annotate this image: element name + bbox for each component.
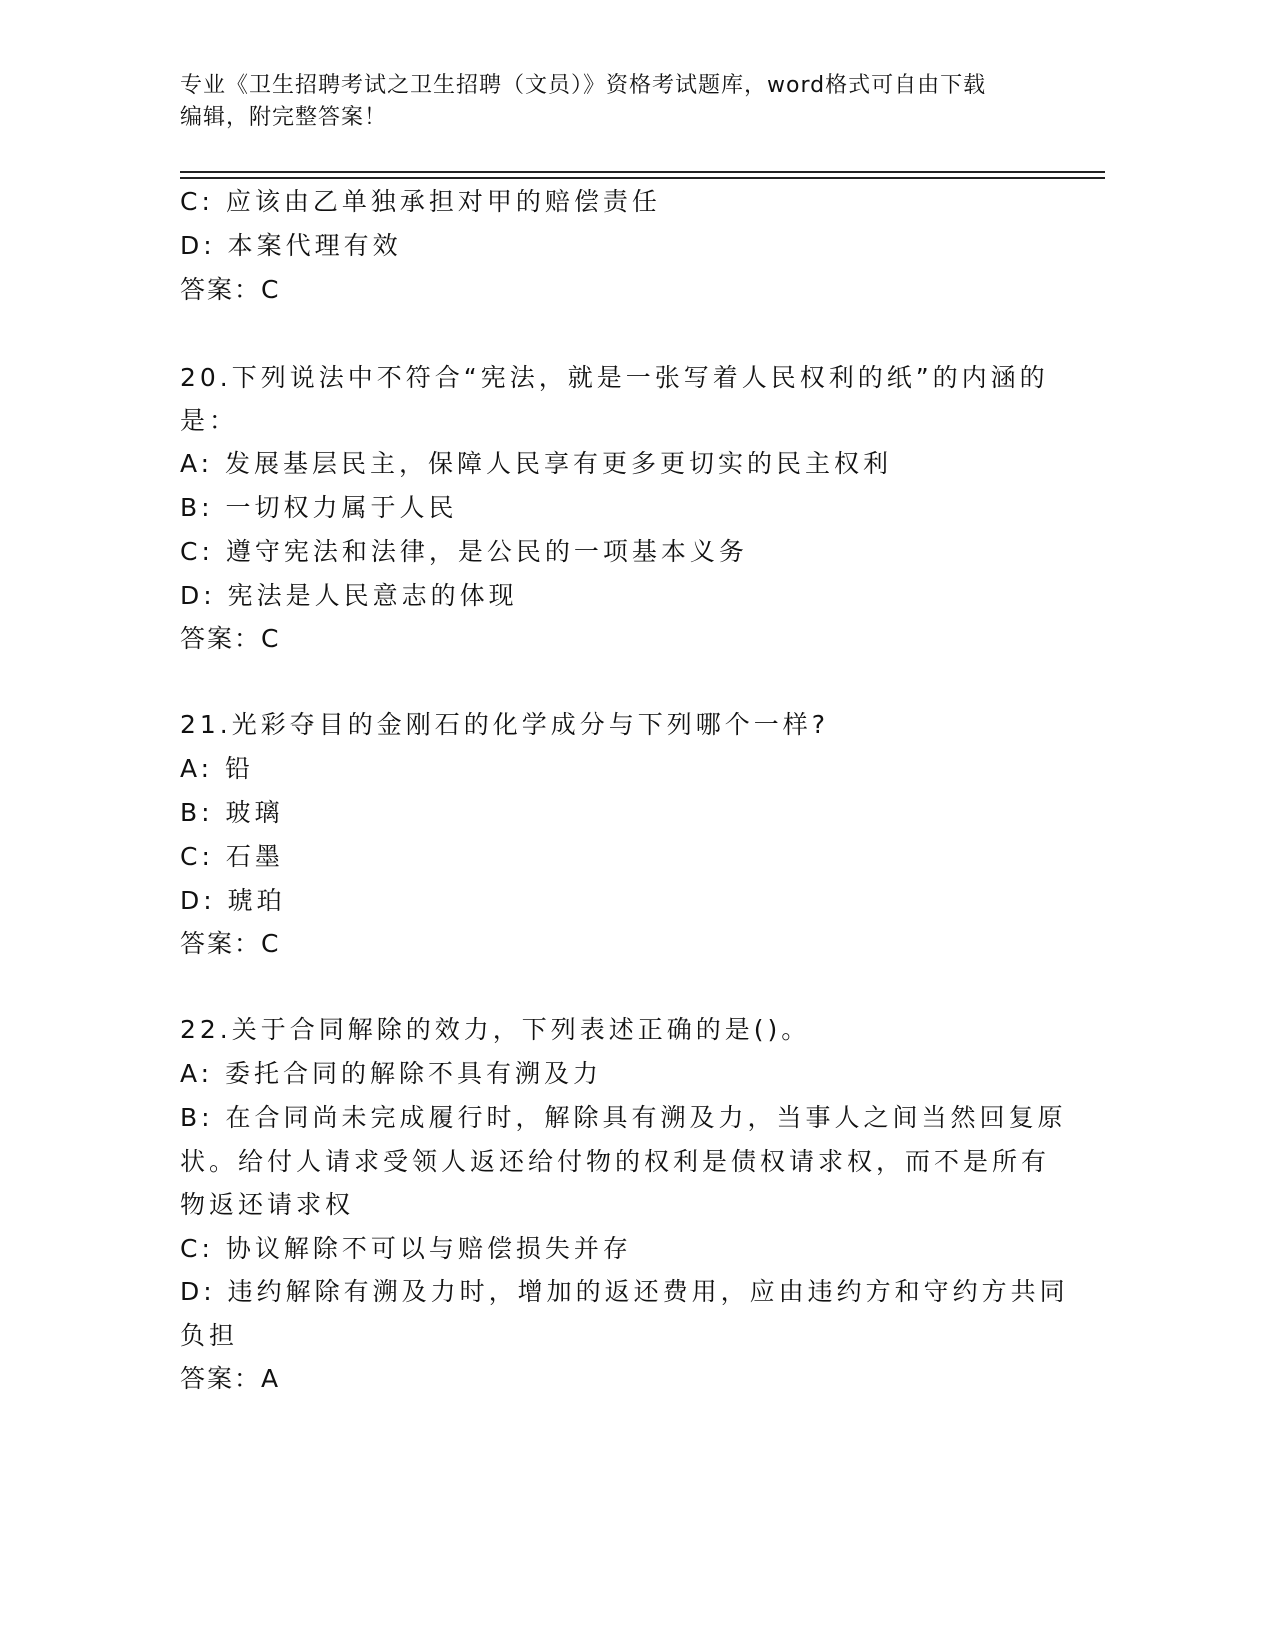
- q22-option-b-line-1: B: 在合同尚未完成履行时，解除具有溯及力，当事人之间当然回复原: [180, 1103, 1067, 1132]
- q22-option-b-line-3: 物返还请求权: [180, 1190, 355, 1219]
- header-line-2: 编辑，附完整答案！: [180, 105, 388, 130]
- header-divider-top: [180, 171, 1105, 173]
- header-line-1: 专业《卫生招聘考试之卫生招聘（文员）》资格考试题库，word格式可自由下载: [180, 73, 987, 98]
- q22-answer: 答案：A: [180, 1364, 281, 1393]
- q20-stem-line-2: 是：: [180, 406, 239, 435]
- q22-option-b-line-2: 状。给付人请求受领人返还给付物的权利是债权请求权，而不是所有: [180, 1147, 1051, 1176]
- q21-option-d: D: 琥珀: [180, 886, 286, 915]
- q20-option-c: C: 遵守宪法和法律，是公民的一项基本义务: [180, 537, 748, 566]
- document-header: [180, 70, 1110, 134]
- q19-answer: 答案：C: [180, 275, 281, 304]
- header-divider-bottom: [180, 177, 1105, 179]
- q20-stem-line-1: 20.下列说法中不符合“宪法，就是一张写着人民权利的纸”的内涵的: [180, 363, 1049, 392]
- q20-option-b: B: 一切权力属于人民: [180, 493, 458, 522]
- q21-option-b: B: 玻璃: [180, 798, 284, 827]
- q21-option-a: A: 铅: [180, 754, 255, 783]
- q21-option-c: C: 石墨: [180, 842, 284, 871]
- q22-option-c: C: 协议解除不可以与赔偿损失并存: [180, 1234, 632, 1263]
- q22-option-a: A: 委托合同的解除不具有溯及力: [180, 1059, 603, 1088]
- q19-option-c: C: 应该由乙单独承担对甲的赔偿责任: [180, 187, 661, 216]
- q20-option-d: D: 宪法是人民意志的体现: [180, 581, 518, 610]
- q22-option-d-line-1: D: 违约解除有溯及力时，增加的返还费用，应由违约方和守约方共同: [180, 1277, 1069, 1306]
- q21-answer: 答案：C: [180, 929, 281, 958]
- q20-answer: 答案：C: [180, 624, 281, 653]
- q21-stem: 21.光彩夺目的金刚石的化学成分与下列哪个一样?: [180, 710, 830, 739]
- q20-option-a: A: 发展基层民主，保障人民享有更多更切实的民主权利: [180, 449, 893, 478]
- q22-stem: 22.关于合同解除的效力，下列表述正确的是()。: [180, 1015, 811, 1044]
- q22-option-d-line-2: 负担: [180, 1321, 239, 1350]
- q19-option-d: D: 本案代理有效: [180, 231, 402, 260]
